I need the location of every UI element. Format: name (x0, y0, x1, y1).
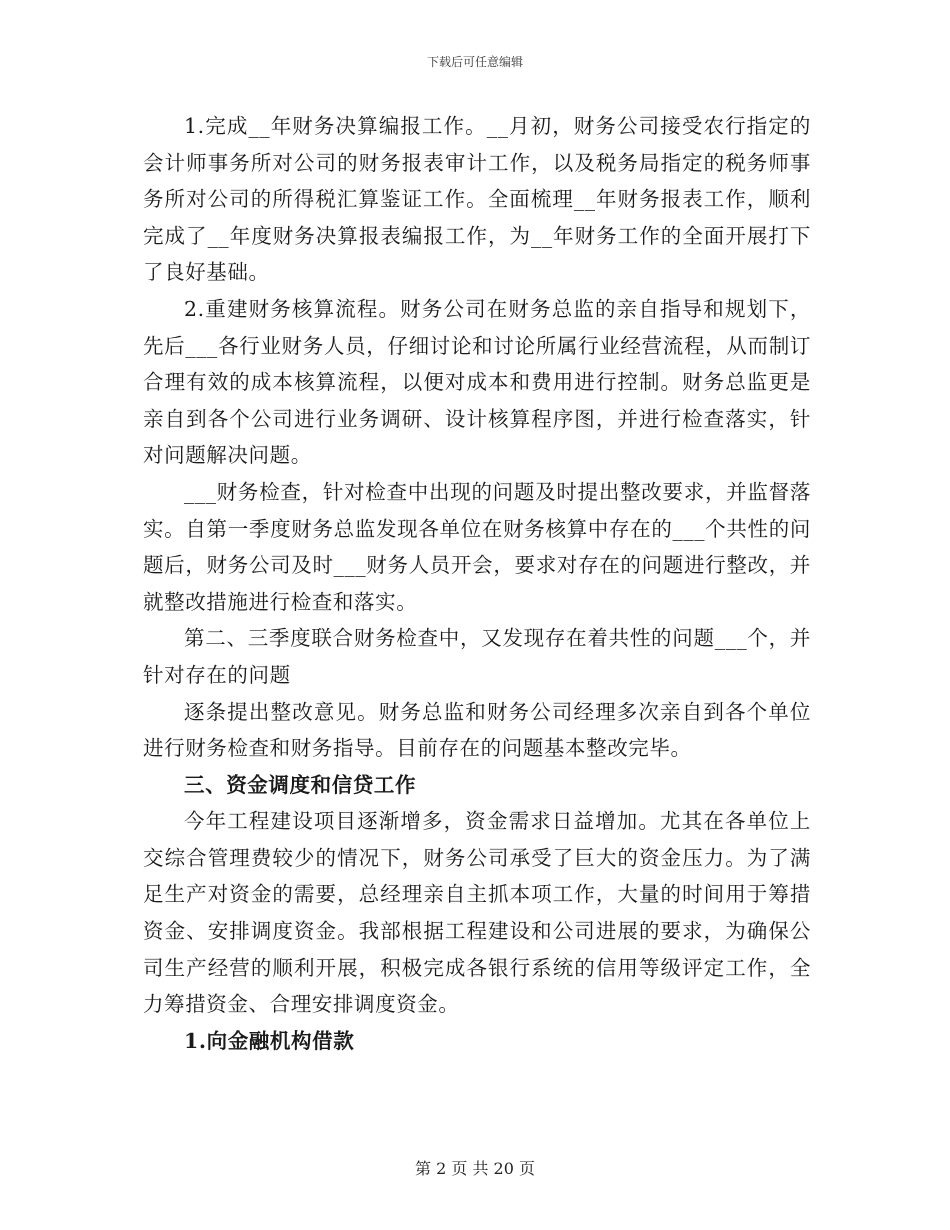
page-header: 下载后可任意编辑 (426, 55, 523, 69)
paragraph-financial-inspection: ___财务检查，针对检查中出现的问题及时提出整改要求，并监督落实。自第一季度财务总监发现各单位在财务核算中存在的___个共性的问题后，财务公司及时___财务人员开会，要求对存在的问题进行整改，并就整改措施进行检查和落实。 (143, 479, 811, 614)
paragraph-rectification: 逐条提出整改意见。财务总监和财务公司经理多次亲自到各个单位进行财务检查和财务指导。目前存在的问题基本整改完毕。 (143, 699, 811, 761)
paragraph-joint-inspection: 第二、三季度联合财务检查中，又发现存在着共性的问题___个，并针对存在的问题 (143, 626, 811, 687)
paragraph-accounting-process: 2.重建财务核算流程。财务公司在财务总监的亲自指导和规划下，先后___各行业财务人员，仔细讨论和讨论所属行业经营流程，从而制订合理有效的成本核算流程，以便对成本和费用进行控制。财务总监更是亲自到各个公司进行业务调研、设计核算程序图，并进行检查落实，针对问题解决问题。 (143, 296, 811, 468)
page-body (143, 108, 811, 1059)
page-footer: 第 2 页 共 20 页 (415, 1159, 535, 1178)
paragraph-funding: 今年工程建设项目逐渐增多，资金需求日益增加。尤其在各单位上交综合管理费较少的情况下，财务公司承受了巨大的资金压力。为了满足生产对资金的需要，总经理亲自主抓本项工作，大量的时间用于筹措资金、安排调度资金。我部根据工程建设和公司进展的要求，为确保公司生产经营的顺利开展，积极完成各银行系统的信用等级评定工作，全力筹措资金、合理安排调度资金。 (143, 809, 811, 1017)
paragraph-final-accounts: 1.完成__年财务决算编报工作。__月初，财务公司接受农行指定的会计师事务所对公司的财务报表审计工作，以及税务局指定的税务师事务所对公司的所得税汇算鉴证工作。全面梳理__年财务报表工作，顺利完成了__年度财务决算报表编报工作，为__年财务工作的全面开展打下了良好基础。 (143, 114, 811, 285)
section-heading-funding: 三、资金调度和信贷工作 (184, 772, 417, 797)
subheading-loans: 1.向金融机构借款 (184, 1028, 355, 1053)
